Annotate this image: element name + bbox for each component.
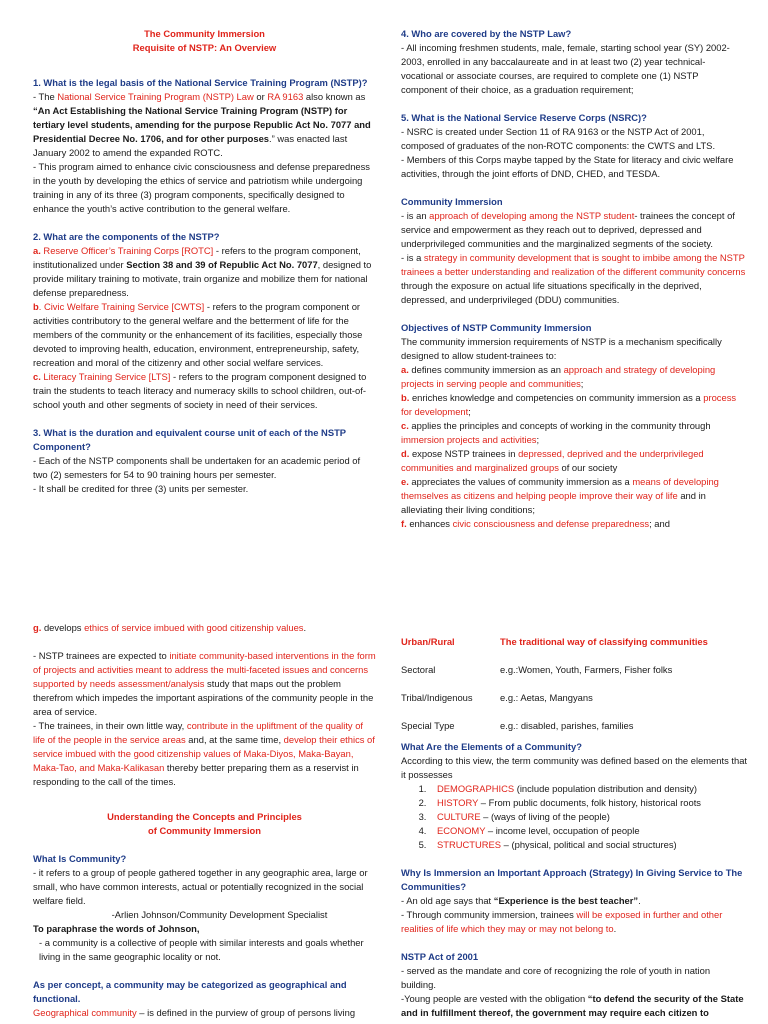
objective-d: d. expose NSTP trainees in depressed, deprived and the underprivileged communities and marginalized groups of our society: [401, 448, 704, 473]
list-item: 5. STRUCTURES – (physical, political and social structures): [429, 838, 747, 852]
table-row: [401, 635, 708, 663]
question-1-answer-a: - The National Service Training Program (NSTP) Law or RA 9163 also known as “An Act Establishing the National Service Training Program (NSTP) for tertiary level students, amending for the purpose Republic Act No. 7077 and Presidential Decree No. 1706, and for other purposes.” was enacted last January 2002 to amend the expanded ROTC.: [33, 91, 371, 158]
component-cwts: b. Civic Welfare Training Service [CWTS] - refers to the program component or activities contributory to the general welfare and the betterment of life for the members of the community or the enhancement of its facilities, especially those devoted to improving health, education, environment, entrepreneurship, safety, recreation and moral of the citizenry and other social welfare services.: [33, 301, 363, 368]
elements-heading: What Are the Elements of a Community?: [401, 741, 582, 752]
column-bottom-left: [33, 621, 376, 1020]
column-top-left: [33, 27, 376, 496]
classification-type: Sectoral: [401, 664, 436, 675]
elements-intro: According to this view, the term community was defined based on the elements that it possesses: [401, 755, 748, 780]
objective-f: f. enhances civic consciousness and defense preparedness; and: [401, 518, 670, 529]
document-title-line1: The Community Immersion: [144, 28, 265, 39]
table-row: [401, 719, 708, 740]
community-immersion-def-b: - is a strategy in community development that is sought to imbibe among the NSTP trainees a better understanding and realization of the different community concerns through the exposure on actual life situations specifically in the deprived, depressed, and underprivileged (DDU) communities.: [401, 252, 746, 305]
community-immersion-def-a: - is an approach of developing among the NSTP student- trainees the concept of service and empowerment as they reach out to deprived, depressed and underprivileged communities and the marginalized segments of the society.: [401, 210, 735, 249]
objective-c: c. applies the principles and concepts of working in the community through immersion projects and activities;: [401, 420, 711, 445]
community-definition: - it refers to a group of people gathered together in any geographic area, large or small, who have common interests, actual or potentially recognized in the social welfare field.: [33, 867, 368, 906]
concepts-subtitle-line1: Understanding the Concepts and Principles: [107, 811, 302, 822]
elements-list: [401, 782, 747, 852]
nstp-act-b: -Young people are vested with the obligation “to defend the security of the State and in fulfillment thereof, the government may require each citizen to: [401, 993, 744, 1018]
objective-g: g. develops ethics of service imbued with good citizenship values.: [33, 622, 307, 633]
column-bottom-right: [401, 635, 747, 1020]
objectives-heading: Objectives of NSTP Community Immersion: [401, 322, 592, 333]
classification-type: Tribal/Indigenous: [401, 692, 473, 703]
classification-example: e.g.:Women, Youth, Farmers, Fisher folks: [500, 664, 673, 675]
objective-b: b. enriches knowledge and competencies on community immersion as a process for development;: [401, 392, 737, 417]
component-lts: c. Literacy Training Service [LTS] - refers to the program component designed to train the students to teach literacy and numeracy skills to school children, out-of-school youth and other segments of society in need of their services.: [33, 371, 367, 410]
question-3-answer-a: - Each of the NSTP components shall be undertaken for an academic period of two (2) semesters for 54 to 90 training hours per semester.: [33, 455, 361, 480]
list-item: 3. CULTURE – (ways of living of the people): [429, 810, 747, 824]
trainees-contribution-para: - The trainees, in their own little way, contribute in the upliftment of the quality of life of the people in the service areas and, at the same time, develop their ethics of service imbued with the good citizenship values of Maka-Diyos, Maka-Bayan, Maka-Tao, and Maka-Kalikasan thereby better preparing them as a reservist in responding to the call of the times.: [33, 720, 375, 787]
question-2-heading: 2. What are the components of the NSTP?: [33, 231, 220, 242]
question-4-answer: - All incoming freshmen students, male, female, starting school year (SY) 2002-2003, enrolled in any baccalaureate and in at least two (2) year technical-vocational or associate courses, are required to complete one (1) NSTP component of their choice, as a graduation requirement;: [401, 42, 730, 95]
trainees-expectation-para: - NSTP trainees are expected to initiate community-based interventions in the form of projects and activities meant to address the multi-faceted issues and concerns supported by needs assessment/analysis study that maps out the problem therefrom which impedes the important aspirations of the community people in the area of service.: [33, 650, 376, 717]
why-immersion-a: - An old age says that “Experience is the best teacher”.: [401, 895, 641, 906]
question-1-answer-b: - This program aimed to enhance civic consciousness and defense preparedness in the youth by developing the ethics of service and patriotism while undergoing training in any of its three (3) program components, specifically designed to enhance the youth’s active contribution to the general welfare.: [33, 161, 370, 214]
list-item: 4. ECONOMY – income level, occupation of people: [429, 824, 747, 838]
document-title-line2: Requisite of NSTP: An Overview: [132, 42, 277, 53]
why-immersion-b: - Through community immersion, trainees will be exposed in further and other realities of life which they may or may not belong to.: [401, 909, 723, 934]
question-5-heading: 5. What is the National Service Reserve Corps (NSRC)?: [401, 112, 647, 123]
question-1-heading: 1. What is the legal basis of the National Service Training Program (NSTP)?: [33, 77, 368, 88]
paraphrase-intro: To paraphrase the words of Johnson,: [33, 923, 200, 934]
list-item: 1. DEMOGRAPHICS (include population distribution and density): [429, 782, 747, 796]
community-paraphrase: - a community is a collective of people with similar interests and goals whether living in the same geographic locality or not.: [39, 937, 364, 962]
question-4-heading: 4. Who are covered by the NSTP Law?: [401, 28, 572, 39]
categorization-heading: As per concept, a community may be categorized as geographical and functional.: [33, 979, 347, 1004]
nstp-act-heading: NSTP Act of 2001: [401, 951, 479, 962]
question-3-answer-b: - It shall be credited for three (3) units per semester.: [33, 483, 249, 494]
question-5-answer-a: - NSRC is created under Section 11 of RA 9163 or the NSTP Act of 2001, composed of graduates of the non-ROTC components: the CWTS and LTS.: [401, 126, 716, 151]
objective-e: e. appreciates the values of community immersion as a means of developing themselves as citizens and helping people improve their way of life and in alleviating their living conditions;: [401, 476, 719, 515]
classification-type: Special Type: [401, 720, 455, 731]
question-5-answer-b: - Members of this Corps maybe tapped by the State for literacy and civic welfare activities, through the joint efforts of DND, CHED, and TESDA.: [401, 154, 734, 179]
question-3-heading: 3. What is the duration and equivalent course unit of each of the NSTP Component?: [33, 427, 346, 452]
definition-attribution: -Arlien Johnson/Community Development Specialist: [111, 909, 328, 920]
component-rotc: a. Reserve Officer’s Training Corps [ROTC] - refers to the program component, institutionalized under Section 38 and 39 of Republic Act No. 7077, designed to provide military training to motivate, train organize and mobilize them for national defense preparedness.: [33, 245, 372, 298]
what-is-community-heading: What Is Community?: [33, 853, 127, 864]
classification-example: e.g.: disabled, parishes, families: [500, 720, 634, 731]
column-top-right: [401, 27, 747, 531]
classification-type: Urban/Rural: [401, 636, 455, 647]
list-item: 2. HISTORY – From public documents, folk history, historical roots: [429, 796, 747, 810]
objectives-intro: The community immersion requirements of NSTP is a mechanism specifically designed to allow student-trainees to:: [401, 336, 722, 361]
why-immersion-heading: Why Is Immersion an Important Approach (Strategy) In Giving Service to The Communities?: [401, 867, 743, 892]
concepts-subtitle-line2: of Community Immersion: [147, 825, 262, 836]
classification-example: The traditional way of classifying communities: [500, 636, 708, 647]
nstp-act-a: - served as the mandate and core of recognizing the role of youth in nation building.: [401, 965, 711, 990]
table-row: [401, 663, 708, 691]
objective-a: a. defines community immersion as an approach and strategy of developing projects in serving people and communities;: [401, 364, 716, 389]
community-immersion-heading: Community Immersion: [401, 196, 503, 207]
table-row: [401, 691, 708, 719]
geographical-community-def: Geographical community – is defined in the purview of group of persons living: [33, 1007, 356, 1018]
classification-example: e.g.: Aetas, Mangyans: [500, 692, 593, 703]
community-classification-table: [401, 635, 708, 740]
